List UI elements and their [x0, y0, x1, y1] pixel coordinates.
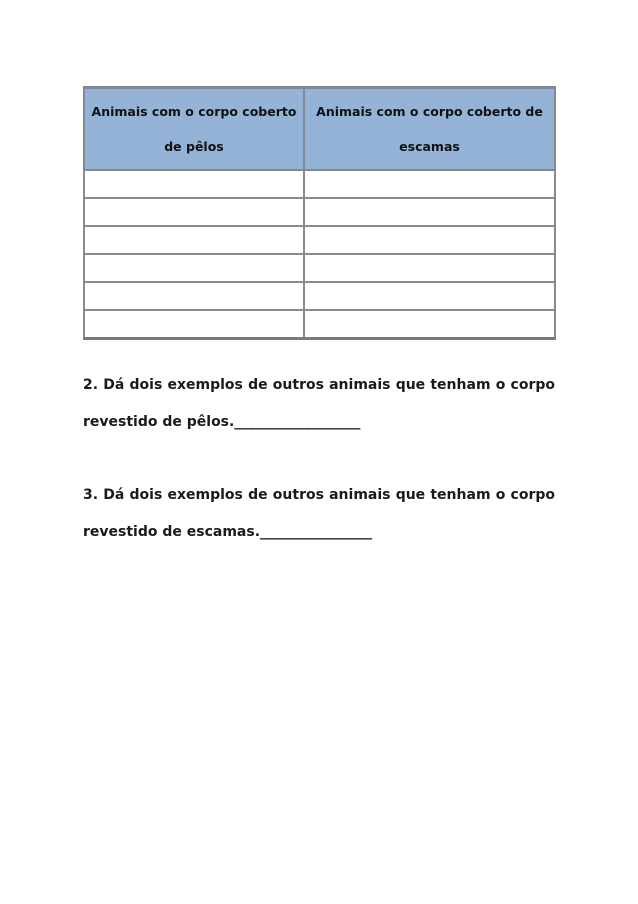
table-cell-fur[interactable] — [84, 226, 304, 254]
table-cell-fur[interactable] — [84, 310, 304, 339]
header-scale-animals: Animais com o corpo coberto de escamas — [304, 88, 555, 171]
question-3-number: 3. — [83, 487, 99, 503]
question-2-answer-line[interactable]: __________________ — [234, 414, 361, 430]
question-2 — [83, 367, 555, 441]
table-row — [84, 254, 555, 282]
table-row — [84, 226, 555, 254]
table-cell-scales[interactable] — [304, 254, 555, 282]
table-cell-fur[interactable] — [84, 254, 304, 282]
question-3 — [83, 477, 555, 551]
question-2-text: Dá dois exemplos de outros animais que tenham o corpo revestido de pêlos. — [83, 377, 555, 430]
table-cell-fur[interactable] — [84, 170, 304, 198]
question-2-number: 2. — [83, 377, 99, 393]
table-row — [84, 170, 555, 198]
table-row — [84, 310, 555, 339]
table-row — [84, 198, 555, 226]
table-row — [84, 282, 555, 310]
table-cell-fur[interactable] — [84, 282, 304, 310]
table-cell-scales[interactable] — [304, 226, 555, 254]
table-cell-scales[interactable] — [304, 170, 555, 198]
table-cell-scales[interactable] — [304, 310, 555, 339]
animal-classification-table — [83, 86, 556, 340]
header-fur-animals: Animais com o corpo coberto de pêlos — [84, 88, 304, 171]
table-header-row — [84, 88, 555, 171]
question-3-text: Dá dois exemplos de outros animais que tenham o corpo revestido de escamas. — [83, 487, 555, 540]
table-cell-fur[interactable] — [84, 198, 304, 226]
question-3-answer-line[interactable]: ________________ — [260, 524, 373, 540]
table-cell-scales[interactable] — [304, 282, 555, 310]
table-cell-scales[interactable] — [304, 198, 555, 226]
